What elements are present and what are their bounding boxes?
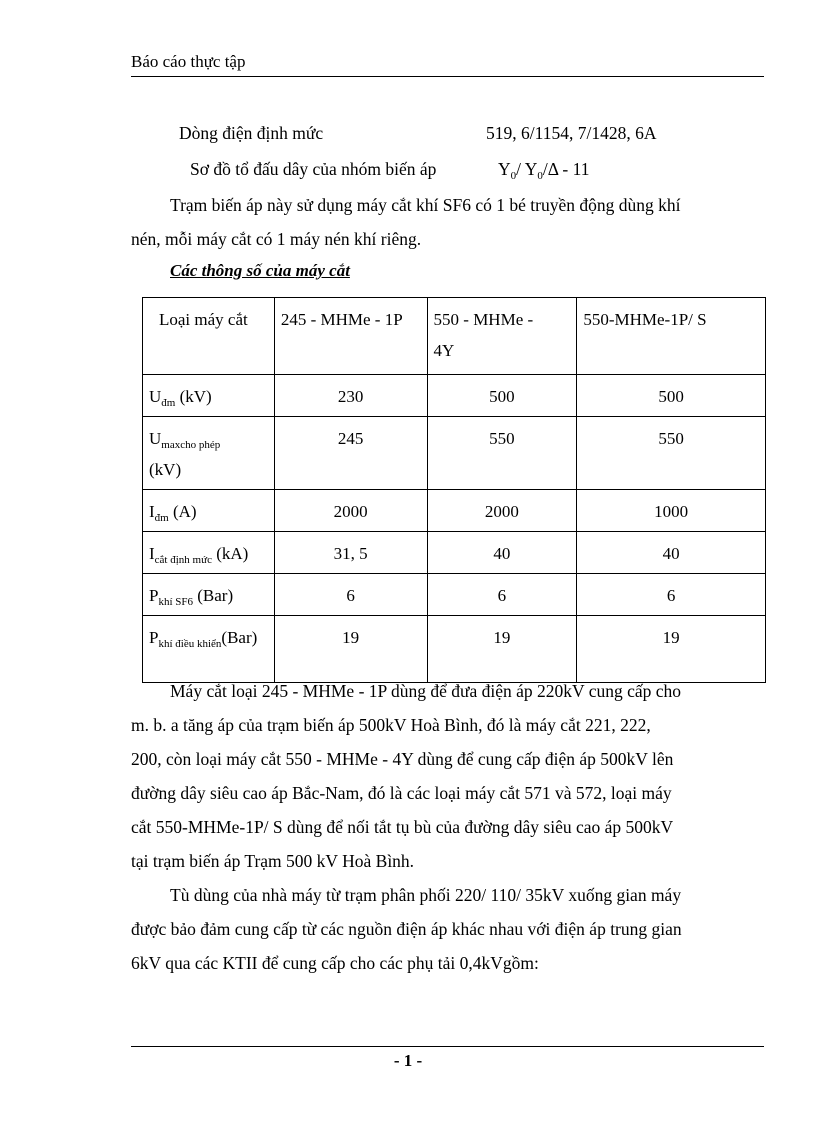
table-cell: 245 bbox=[274, 417, 427, 490]
table-cell: 6 bbox=[577, 574, 766, 616]
paragraph-line: 6kV qua các KTII để cung cấp cho các phụ tải 0,4kVgồm: bbox=[131, 953, 539, 973]
table-header-cell: 550-MHMe-1P/ S bbox=[577, 298, 766, 375]
table-header-cell: 245 - MHMe - 1P bbox=[274, 298, 427, 375]
spec-label-wiring-diagram: Sơ đồ tổ đấu dây của nhóm biến áp bbox=[190, 159, 437, 179]
table-cell: 19 bbox=[274, 616, 427, 683]
intro-line-2: nén, mỗi máy cắt có 1 máy nén khí riêng. bbox=[131, 229, 422, 249]
page-header-title: Báo cáo thực tập bbox=[131, 52, 246, 71]
table-row bbox=[143, 574, 766, 616]
table-row-label: $P_{khí SF6}$ (Bar) bbox=[143, 574, 275, 616]
table-cell: 40 bbox=[577, 532, 766, 574]
footer-divider bbox=[131, 1046, 764, 1047]
table-header-cell: Loại máy cắt bbox=[143, 298, 275, 375]
header-divider bbox=[131, 76, 764, 77]
table-row bbox=[143, 375, 766, 417]
table-row bbox=[143, 417, 766, 490]
table-row bbox=[143, 490, 766, 532]
table-row bbox=[143, 616, 766, 683]
table-cell: 31, 5 bbox=[274, 532, 427, 574]
intro-line-1: Trạm biến áp này sử dụng máy cắt khí SF6 có 1 bé truyền động dùng khí bbox=[170, 195, 681, 215]
table-cell: 550 bbox=[427, 417, 577, 490]
table-cell: 19 bbox=[427, 616, 577, 683]
paragraph-line: m. b. a tăng áp của trạm biến áp 500kV Hoà Bình, đó là máy cắt 221, 222, bbox=[131, 715, 651, 735]
page-number: - 1 - bbox=[393, 1051, 423, 1070]
table-cell: 500 bbox=[577, 375, 766, 417]
table-cell: 500 bbox=[427, 375, 577, 417]
table-cell: 6 bbox=[274, 574, 427, 616]
spec-value-rated-current: 519, 6/1154, 7/1428, 6A bbox=[486, 123, 657, 143]
table-row-label: $I_{cắt định mức}$ (kA) bbox=[143, 532, 275, 574]
table-cell: 1000 bbox=[577, 490, 766, 532]
spec-label-rated-current: Dòng điện định mức bbox=[179, 123, 324, 143]
table-row-label: $I_{đm}$ (A) bbox=[143, 490, 275, 532]
table-row-label: $P_{khí điều khiển}(Bar)$ bbox=[143, 616, 275, 683]
table-cell: 40 bbox=[427, 532, 577, 574]
table-header-row bbox=[143, 298, 766, 375]
paragraph-line: tại trạm biến áp Trạm 500 kV Hoà Bình. bbox=[131, 851, 415, 871]
paragraph-line: cắt 550-MHMe-1P/ S dùng để nối tắt tụ bù của đường dây siêu cao áp 500kV bbox=[131, 817, 674, 837]
table-row bbox=[143, 532, 766, 574]
paragraph-line: đường dây siêu cao áp Bắc-Nam, đó là các loại máy cắt 571 và 572, loại máy bbox=[131, 783, 672, 803]
table-cell: 230 bbox=[274, 375, 427, 417]
table-row-label: $U_{maxcho phép}$ (kV) bbox=[143, 417, 275, 490]
table-header-cell: 550 - MHMe - 4Y bbox=[427, 298, 577, 375]
table-cell: 2000 bbox=[274, 490, 427, 532]
paragraph-line: được bảo đảm cung cấp từ các nguồn điện áp khác nhau với điện áp trung gian bbox=[131, 919, 682, 939]
paragraph-line: 200, còn loại máy cắt 550 - MHMe - 4Y dùng để cung cấp điện áp 500kV lên bbox=[131, 749, 674, 769]
spec-value-wiring-diagram: $Y_0/$ $Y_0/\Delta - 11$ bbox=[498, 159, 590, 182]
paragraph-line: Tù dùng của nhà máy từ trạm phân phối 220/ 110/ 35kV xuống gian máy bbox=[170, 885, 682, 905]
section-heading: Các thông số của máy cắt bbox=[170, 261, 350, 280]
table-cell: 6 bbox=[427, 574, 577, 616]
table-row-label: $U_{đm}$ (kV) bbox=[143, 375, 275, 417]
table-cell: 2000 bbox=[427, 490, 577, 532]
table-cell: 550 bbox=[577, 417, 766, 490]
table-cell: 19 bbox=[577, 616, 766, 683]
breaker-spec-table bbox=[142, 297, 766, 683]
paragraph-line: Máy cắt loại 245 - MHMe - 1P dùng để đưa điện áp 220kV cung cấp cho bbox=[170, 681, 682, 701]
